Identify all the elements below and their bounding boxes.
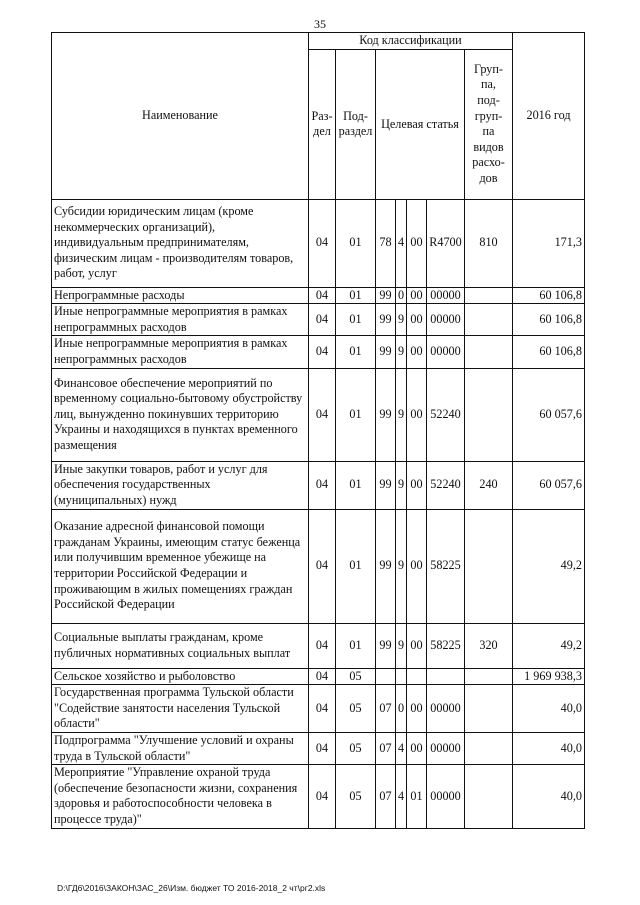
row-name: Государственная программа Тульской области "Содействие занятости населения Тульской области": [52, 685, 309, 733]
row-razdel: 04: [309, 336, 336, 368]
row-target-program: 07: [376, 732, 396, 764]
row-target-subprogram: 9: [396, 336, 407, 368]
header-razdel: Раз- дел: [309, 49, 336, 199]
table-row: [52, 623, 585, 668]
row-amount: 40,0: [513, 732, 585, 764]
row-amount: 60 106,8: [513, 304, 585, 336]
row-target-subprogram: 0: [396, 287, 407, 304]
row-target-program: 99: [376, 336, 396, 368]
row-target-program: 07: [376, 685, 396, 733]
row-razdel: 04: [309, 732, 336, 764]
row-podrazdel: 01: [336, 199, 376, 287]
row-target-event: 00: [407, 199, 427, 287]
row-target-event: 00: [407, 368, 427, 461]
row-target-event: 00: [407, 732, 427, 764]
row-target-event: 00: [407, 336, 427, 368]
row-target-subprogram: 9: [396, 368, 407, 461]
row-target-event: 01: [407, 765, 427, 828]
page-number: 35: [314, 17, 326, 31]
row-razdel: 04: [309, 461, 336, 509]
row-group: 810: [465, 199, 513, 287]
row-name: Социальные выплаты гражданам, кроме публичных нормативных социальных выплат: [52, 623, 309, 668]
file-path-footer: D:\ГД6\2016\ЗАКОН\ЗАС_26\Изм. бюджет ТО 2016-2018_2 чт\рг2.xls: [57, 883, 326, 893]
row-podrazdel: 01: [336, 336, 376, 368]
row-podrazdel: 01: [336, 509, 376, 623]
row-target-subprogram: 4: [396, 199, 407, 287]
row-name: Мероприятие "Управление охраной труда (обеспечение безопасности жизни, сохранения здоровья и работоспособности человека в процессе труда)": [52, 765, 309, 828]
header-year: 2016 год: [513, 33, 585, 200]
header-name: Наименование: [52, 33, 309, 200]
row-target-program: 99: [376, 368, 396, 461]
row-razdel: 04: [309, 287, 336, 304]
table-row: [52, 336, 585, 368]
row-target-direction: 58225: [427, 509, 465, 623]
table-row: [52, 668, 585, 685]
row-name: Непрограммные расходы: [52, 287, 309, 304]
row-razdel: 04: [309, 509, 336, 623]
row-target-program: 99: [376, 287, 396, 304]
row-target-program: 99: [376, 623, 396, 668]
row-target-event: 00: [407, 623, 427, 668]
table-row: [52, 304, 585, 336]
row-target-direction: [427, 668, 465, 685]
row-amount: 60 057,6: [513, 368, 585, 461]
row-target-event: 00: [407, 461, 427, 509]
row-amount: 171,3: [513, 199, 585, 287]
row-podrazdel: 05: [336, 732, 376, 764]
header-podrazdel: Под- раздел: [336, 49, 376, 199]
row-target-event: [407, 668, 427, 685]
row-group: [465, 336, 513, 368]
header-group: Груп- па, под- груп- па видов расхо- дов: [465, 49, 513, 199]
row-podrazdel: 01: [336, 461, 376, 509]
row-target-subprogram: 4: [396, 765, 407, 828]
row-amount: 40,0: [513, 765, 585, 828]
header-target: Целевая статья: [376, 49, 465, 199]
table-row: [52, 732, 585, 764]
row-target-direction: 58225: [427, 623, 465, 668]
table-row: [52, 685, 585, 733]
table-row: [52, 765, 585, 828]
row-podrazdel: 01: [336, 623, 376, 668]
row-target-subprogram: 9: [396, 623, 407, 668]
row-target-direction: R4700: [427, 199, 465, 287]
row-group: [465, 732, 513, 764]
row-name: Субсидии юридическим лицам (кроме некоммерческих организаций), индивидуальным предпринимателям, физическим лицам - производителям товаров, работ, услуг: [52, 199, 309, 287]
table-row: [52, 461, 585, 509]
row-name: Иные непрограммные мероприятия в рамках непрограммных расходов: [52, 336, 309, 368]
row-target-program: 99: [376, 509, 396, 623]
table-row: [52, 509, 585, 623]
row-target-subprogram: 9: [396, 461, 407, 509]
row-group: 240: [465, 461, 513, 509]
row-group: [465, 304, 513, 336]
row-target-subprogram: 4: [396, 732, 407, 764]
row-target-subprogram: 9: [396, 304, 407, 336]
row-name: Сельское хозяйство и рыболовство: [52, 668, 309, 685]
row-target-program: 07: [376, 765, 396, 828]
row-target-event: 00: [407, 287, 427, 304]
row-razdel: 04: [309, 368, 336, 461]
row-target-direction: 00000: [427, 685, 465, 733]
row-name: Финансовое обеспечение мероприятий по временному социально-бытовому обустройству лиц, вынужденно покинувших территорию Украины и находящихся в пунктах временного размещения: [52, 368, 309, 461]
row-amount: 60 106,8: [513, 287, 585, 304]
row-target-direction: 00000: [427, 304, 465, 336]
row-target-direction: 52240: [427, 368, 465, 461]
row-podrazdel: 05: [336, 668, 376, 685]
table-row: [52, 287, 585, 304]
row-target-event: 00: [407, 685, 427, 733]
row-target-subprogram: [396, 668, 407, 685]
row-podrazdel: 05: [336, 765, 376, 828]
row-razdel: 04: [309, 623, 336, 668]
budget-table: [51, 32, 585, 829]
row-razdel: 04: [309, 304, 336, 336]
row-group: [465, 287, 513, 304]
row-amount: 60 106,8: [513, 336, 585, 368]
row-group: [465, 509, 513, 623]
row-group: [465, 685, 513, 733]
row-podrazdel: 01: [336, 368, 376, 461]
row-group: [465, 368, 513, 461]
row-razdel: 04: [309, 668, 336, 685]
row-target-event: 00: [407, 509, 427, 623]
row-name: Оказание адресной финансовой помощи гражданам Украины, имеющим статус беженца или получившим временное убежище на территории Российской Федерации и проживающим в жилых помещениях граждан Российской Федерации: [52, 509, 309, 623]
row-name: Подпрограмма "Улучшение условий и охраны труда в Тульской области": [52, 732, 309, 764]
row-amount: 40,0: [513, 685, 585, 733]
row-name: Иные закупки товаров, работ и услуг для обеспечения государственных (муниципальных) нужд: [52, 461, 309, 509]
row-target-program: 99: [376, 461, 396, 509]
row-target-subprogram: 9: [396, 509, 407, 623]
row-target-program: 99: [376, 304, 396, 336]
row-podrazdel: 01: [336, 304, 376, 336]
row-target-direction: 00000: [427, 765, 465, 828]
row-target-direction: 52240: [427, 461, 465, 509]
row-target-subprogram: 0: [396, 685, 407, 733]
table-row: [52, 199, 585, 287]
table-row: [52, 368, 585, 461]
row-target-direction: 00000: [427, 336, 465, 368]
row-razdel: 04: [309, 199, 336, 287]
row-podrazdel: 01: [336, 287, 376, 304]
row-amount: 60 057,6: [513, 461, 585, 509]
row-amount: 49,2: [513, 509, 585, 623]
row-target-direction: 00000: [427, 732, 465, 764]
row-target-program: [376, 668, 396, 685]
row-group: 320: [465, 623, 513, 668]
row-target-event: 00: [407, 304, 427, 336]
row-target-direction: 00000: [427, 287, 465, 304]
row-name: Иные непрограммные мероприятия в рамках непрограммных расходов: [52, 304, 309, 336]
row-podrazdel: 05: [336, 685, 376, 733]
row-target-program: 78: [376, 199, 396, 287]
header-classification: Код классификации: [309, 33, 513, 50]
row-razdel: 04: [309, 685, 336, 733]
row-amount: 1 969 938,3: [513, 668, 585, 685]
row-group: [465, 668, 513, 685]
row-razdel: 04: [309, 765, 336, 828]
row-amount: 49,2: [513, 623, 585, 668]
row-group: [465, 765, 513, 828]
